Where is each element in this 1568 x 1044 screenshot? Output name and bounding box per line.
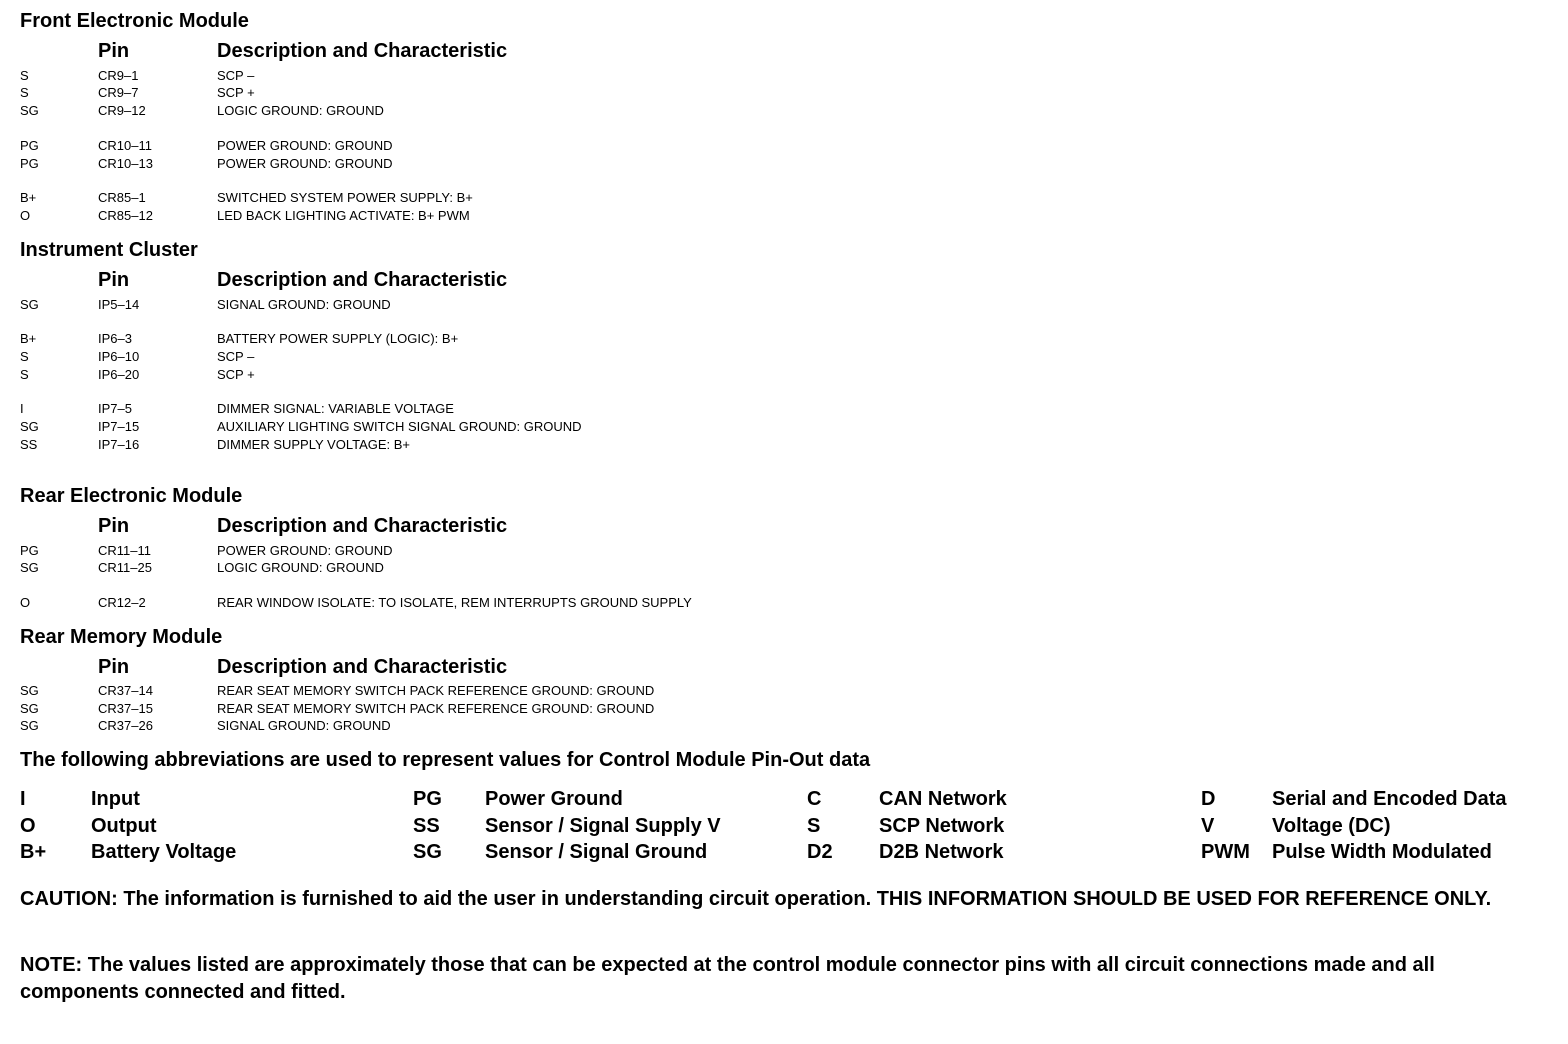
pin-description: REAR WINDOW ISOLATE: TO ISOLATE, REM INTERRUPTS GROUND SUPPLY [217, 595, 692, 610]
pin-description: SIGNAL GROUND: GROUND [217, 718, 391, 732]
pin-type: I [20, 401, 24, 416]
pin-type: SG [20, 560, 39, 575]
abbr-meaning: Input [91, 788, 140, 810]
abbreviations-intro: The following abbreviations are used to represent values for Control Module Pin-Out data [20, 749, 871, 771]
pin-type: O [20, 208, 31, 223]
pin-description: POWER GROUND: GROUND [217, 543, 393, 558]
pin-type: O [20, 595, 31, 610]
column-header-description: Description and Characteristic [217, 656, 508, 678]
pin-id: IP6–10 [98, 349, 140, 364]
pin-description: POWER GROUND: GROUND [217, 138, 393, 153]
pin-type: PG [20, 543, 39, 558]
pin-description: SCP + [217, 85, 255, 100]
pin-id: IP5–14 [98, 297, 140, 312]
abbr-meaning: Output [91, 815, 157, 837]
pin-type: B+ [20, 190, 37, 205]
pin-id: CR9–12 [98, 103, 146, 118]
column-header-description: Description and Characteristic [217, 515, 508, 537]
pin-description: DIMMER SIGNAL: VARIABLE VOLTAGE [217, 401, 454, 416]
pin-type: PG [20, 138, 39, 153]
abbr-code: D [1201, 788, 1216, 810]
column-header-pin: Pin [98, 269, 130, 291]
pin-id: CR37–14 [98, 683, 153, 698]
pin-type: SG [20, 419, 39, 434]
pin-type: SG [20, 103, 39, 118]
abbr-code: PWM [1201, 841, 1250, 863]
pin-id: IP6–3 [98, 331, 132, 346]
pin-id: CR85–1 [98, 190, 146, 205]
abbr-code: B+ [20, 841, 47, 863]
pin-id: CR85–12 [98, 208, 153, 223]
pin-description: SCP + [217, 367, 255, 382]
pin-type: SG [20, 701, 39, 716]
section-title-front-electronic-module: Front Electronic Module [20, 10, 249, 32]
pin-type: S [20, 367, 29, 382]
abbr-code: C [807, 788, 822, 810]
pin-id: IP7–16 [98, 437, 140, 452]
pin-type: S [20, 85, 29, 100]
pin-type: SG [20, 683, 39, 698]
abbr-meaning: D2B Network [879, 841, 1004, 863]
column-header-pin: Pin [98, 656, 130, 678]
table-row-clipped [0, 718, 1568, 732]
pin-description: AUXILIARY LIGHTING SWITCH SIGNAL GROUND: GROUND [217, 419, 582, 434]
abbr-code: O [20, 815, 36, 837]
pin-type: SG [20, 718, 39, 732]
pin-id: CR12–2 [98, 595, 146, 610]
pin-description: REAR SEAT MEMORY SWITCH PACK REFERENCE GROUND: GROUND [217, 701, 655, 716]
column-header-pin: Pin [98, 515, 130, 537]
pin-id: CR11–11 [98, 543, 151, 558]
pin-description: LOGIC GROUND: GROUND [217, 103, 384, 118]
abbr-meaning: SCP Network [879, 815, 1005, 837]
pin-id: IP7–5 [98, 401, 132, 416]
pin-id: CR10–11 [98, 138, 152, 153]
pin-description: DIMMER SUPPLY VOLTAGE: B+ [217, 437, 411, 452]
section-title-rear-memory-module: Rear Memory Module [20, 626, 223, 648]
pin-description: SCP – [217, 68, 255, 83]
section-title-instrument-cluster: Instrument Cluster [20, 239, 198, 261]
pin-id: IP6–20 [98, 367, 140, 382]
pin-id: CR9–1 [98, 68, 139, 83]
pin-type: SG [20, 297, 39, 312]
abbr-code: D2 [807, 841, 833, 863]
abbr-meaning: Voltage (DC) [1272, 815, 1391, 837]
abbr-code: I [20, 788, 26, 810]
abbr-meaning: Pulse Width Modulated [1272, 841, 1492, 863]
pin-type: S [20, 349, 29, 364]
abbr-meaning: Power Ground [485, 788, 623, 810]
column-header-description: Description and Characteristic [217, 269, 508, 291]
abbr-meaning: Sensor / Signal Ground [485, 841, 708, 863]
abbr-code: PG [413, 788, 442, 810]
abbr-meaning: Serial and Encoded Data [1272, 788, 1507, 810]
pin-id: CR11–25 [98, 560, 152, 575]
abbr-code: SG [413, 841, 442, 863]
abbr-meaning: CAN Network [879, 788, 1007, 810]
abbr-meaning: Sensor / Signal Supply V [485, 815, 721, 837]
note-text: NOTE: The values listed are approximately those that can be expected at the control module connector pins with all circuit connections made and all components connected and fitted. [20, 954, 1435, 1003]
column-header-pin: Pin [98, 40, 130, 62]
pin-description: LOGIC GROUND: GROUND [217, 560, 384, 575]
abbr-code: S [807, 815, 821, 837]
pin-description: POWER GROUND: GROUND [217, 156, 393, 171]
pin-id: CR9–7 [98, 85, 139, 100]
pin-id: CR37–26 [98, 718, 153, 732]
abbr-meaning: Battery Voltage [91, 841, 237, 863]
pin-description: SWITCHED SYSTEM POWER SUPPLY: B+ [217, 190, 473, 205]
pin-description: SCP – [217, 349, 255, 364]
pin-description: REAR SEAT MEMORY SWITCH PACK REFERENCE GROUND: GROUND [217, 683, 655, 698]
section-title-rear-electronic-module: Rear Electronic Module [20, 485, 243, 507]
pin-type: SS [20, 437, 38, 452]
abbr-code: SS [413, 815, 440, 837]
pin-id: CR10–13 [98, 156, 153, 171]
pin-type: PG [20, 156, 39, 171]
pin-type: B+ [20, 331, 37, 346]
abbr-code: V [1201, 815, 1215, 837]
caution-text: CAUTION: The information is furnished to aid the user in understanding circuit operation. THIS INFORMATION SHOULD BE USED FOR REFERENCE ONLY. [20, 888, 1492, 910]
pin-id: IP7–15 [98, 419, 140, 434]
pin-description: BATTERY POWER SUPPLY (LOGIC): B+ [217, 331, 459, 346]
pin-id: CR37–15 [98, 701, 153, 716]
pin-description: LED BACK LIGHTING ACTIVATE: B+ PWM [217, 208, 470, 223]
pin-type: S [20, 68, 29, 83]
column-header-description: Description and Characteristic [217, 40, 508, 62]
pin-description: SIGNAL GROUND: GROUND [217, 297, 391, 312]
